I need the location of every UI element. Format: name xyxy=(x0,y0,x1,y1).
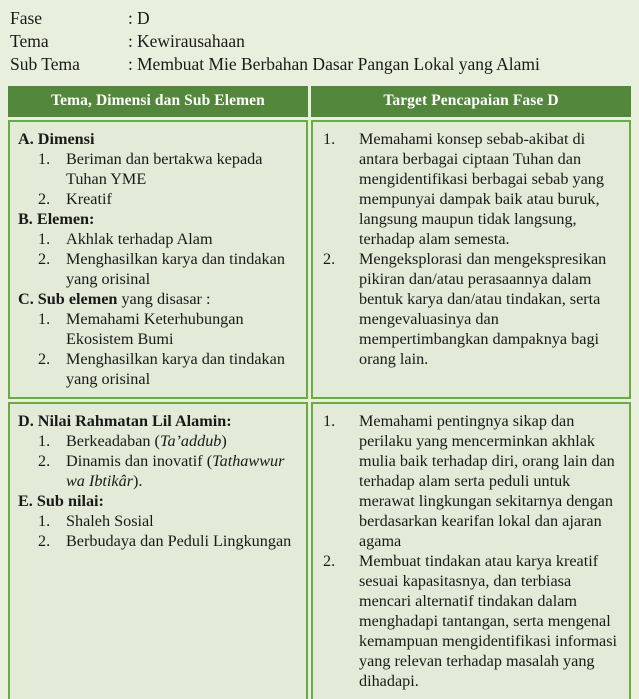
list-item-text: Menghasilkan karya dan tindakan yang orisinal xyxy=(66,350,285,389)
meta-separator: : xyxy=(128,8,133,28)
list-item-text: Beriman dan bertakwa kepada Tuhan YME xyxy=(66,150,263,189)
capaian-table xyxy=(8,86,631,699)
heading-bold-text: C. Sub elemen xyxy=(18,290,118,309)
list-item-text: Berbudaya dan Peduli Lingkungan xyxy=(66,532,292,551)
cell-content xyxy=(16,411,300,551)
meta-value: D xyxy=(137,8,150,28)
list-item xyxy=(319,411,623,551)
list-marker: 2. xyxy=(38,452,51,471)
list-marker: 1. xyxy=(38,150,51,169)
list-marker: 2. xyxy=(38,350,51,369)
heading-bold-text: E. Sub nilai: xyxy=(18,492,104,511)
meta-label: Tema xyxy=(10,30,49,51)
list-item-text: Membuat tindakan atau karya kreatif sesuai kapasitasnya, dan terbiasa mencari alternatif tindakan dalam menghadapi tantangan, serta mengenal kemampuan mengidentifikasi informasi yang relevan terhadap masalah yang dihadapi. xyxy=(359,552,618,691)
list-marker: 1. xyxy=(38,512,51,531)
meta-row-sub-tema xyxy=(10,53,639,76)
list-item xyxy=(16,309,300,349)
heading-bold-text: B. Elemen: xyxy=(18,210,95,229)
heading-bold-text: A. Dimensi xyxy=(18,130,95,149)
list-target-1 xyxy=(319,129,623,369)
block-heading-d xyxy=(18,411,300,431)
heading-bold-text: D. Nilai Rahmatan Lil Alamin: xyxy=(18,412,232,431)
list-item-text-italic: Tathawwur wa Ibtikâr xyxy=(66,452,285,491)
list-marker: 1. xyxy=(38,310,51,329)
list-item xyxy=(16,249,300,289)
table-cell-nilai-rahmatan xyxy=(8,402,308,699)
meta-value: Kewirausahaan xyxy=(137,30,245,51)
meta-separator: : xyxy=(128,30,133,51)
table-cell-dimensi-elemen xyxy=(8,120,308,399)
meta-label: Fase xyxy=(10,8,43,28)
list-item xyxy=(319,249,623,369)
list-item xyxy=(16,349,300,389)
list-sub-elemen xyxy=(16,309,300,389)
block-heading-e xyxy=(18,491,300,511)
list-elemen xyxy=(16,229,300,289)
table-cell-target-fase-d-2 xyxy=(311,402,631,699)
list-item-text: Memahami Keterhubungan Ekosistem Bumi xyxy=(66,310,244,349)
list-marker: 2. xyxy=(38,532,51,551)
list-item-text: Kreatif xyxy=(66,190,112,209)
list-marker: 1. xyxy=(38,230,51,249)
list-item-text-pre: Dinamis dan inovatif ( xyxy=(66,452,213,471)
list-marker: 2. xyxy=(38,250,51,269)
block-heading-b xyxy=(18,209,300,229)
list-marker: 1. xyxy=(38,432,51,451)
list-item xyxy=(16,531,300,551)
list-item-text: Memahami pentingnya sikap dan perilaku yang mencerminkan akhlak mulia baik terhadap diri, orang lain dan terhadap alam serta peduli untuk merawat lingkungan sekitarnya dengan berdasarkan kearifan lokal dan ajaran agama xyxy=(359,412,615,551)
list-item-text-italic: Ta’addub xyxy=(159,432,222,451)
list-target-2 xyxy=(319,411,623,691)
table-header-row xyxy=(8,86,631,117)
meta-separator: : xyxy=(128,53,133,74)
list-marker: 2. xyxy=(323,552,336,571)
list-dimensi xyxy=(16,149,300,209)
meta-value: Membuat Mie Berbahan Dasar Pangan Lokal yang Alami xyxy=(137,53,540,74)
list-item-text-pre: Berkeadaban ( xyxy=(66,432,160,451)
list-item xyxy=(319,551,623,691)
block-heading-c xyxy=(18,289,300,309)
list-item xyxy=(16,431,300,451)
cell-content xyxy=(16,129,300,389)
table-row xyxy=(8,120,631,399)
list-item xyxy=(16,149,300,189)
table-header-target-pencapaian: Target Pencapaian Fase D xyxy=(311,86,631,117)
list-item-text: Memahami konsep sebab-akibat di antara berbagai ciptaan Tuhan dan mengidentifikasi berbagai sebab yang mempunyai dampak baik atau buruk, langsung maupun tidak langsung, terhadap alam semesta. xyxy=(359,130,604,249)
list-marker: 2. xyxy=(38,190,51,209)
list-item-text-post: ). xyxy=(133,472,143,491)
table-header-tema-dimensi-sub-elemen: Tema, Dimensi dan Sub Elemen xyxy=(8,86,308,117)
meta-row-fase xyxy=(10,7,639,30)
list-marker: 1. xyxy=(323,412,336,431)
table-cell-target-fase-d-1 xyxy=(311,120,631,399)
list-item xyxy=(16,189,300,209)
list-item xyxy=(16,511,300,531)
list-item-text: Menghasilkan karya dan tindakan yang orisinal xyxy=(66,250,285,289)
cell-content xyxy=(319,411,623,691)
document-meta-header xyxy=(0,0,639,75)
list-marker: 1. xyxy=(323,130,336,149)
meta-label: Sub Tema xyxy=(10,53,80,74)
list-marker: 2. xyxy=(323,250,336,269)
cell-content xyxy=(319,129,623,369)
list-item-text: Mengeksplorasi dan mengekspresikan pikiran dan/atau perasaannya dalam bentuk karya dan/atau tindakan, serta mengevaluasinya dan mempertimbangkan dampaknya bagi orang lain. xyxy=(359,250,607,369)
list-item xyxy=(16,229,300,249)
list-item-text-post: ) xyxy=(221,432,227,451)
block-heading-a xyxy=(18,129,300,149)
list-sub-nilai xyxy=(16,511,300,551)
list-nilai-rahmatan xyxy=(16,431,300,491)
list-item-text: Akhlak terhadap Alam xyxy=(66,230,213,249)
meta-row-tema xyxy=(10,30,639,53)
list-item xyxy=(319,129,623,249)
table-row xyxy=(8,402,631,699)
list-item-text: Shaleh Sosial xyxy=(66,512,154,531)
heading-regular-text: yang disasar : xyxy=(117,290,211,309)
list-item xyxy=(16,451,300,491)
